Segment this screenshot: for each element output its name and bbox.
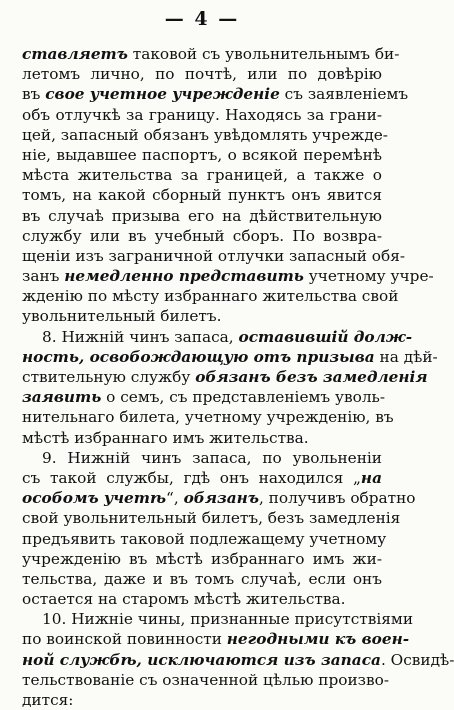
text-segment: объ отлучкѣ за границу. Находясь за грани- [22,105,382,124]
text-segment: съ заявленіемъ [279,85,409,104]
emphasized-text: ставляетъ [22,45,128,63]
text-segment: учетному учре- [303,267,434,286]
text-line [22,64,382,84]
body-text [22,44,454,710]
text-segment: учрежденію въ мѣстѣ избраннаго имъ жи- [22,549,382,568]
text-line [22,286,399,306]
text-segment: . Освидѣ- [380,650,454,669]
text-segment: цей, запасный обязанъ увѣдомлять учрежде- [22,125,388,144]
text-line [22,165,382,185]
page-number: — 4 — [164,8,240,30]
text-line [22,246,406,266]
text-line [22,347,438,367]
text-line [22,387,386,407]
text-line [22,609,414,629]
emphasized-text: на [360,468,382,487]
text-line [22,529,387,549]
emphasized-text: обязанъ [183,489,259,508]
emphasized-text: немедленно представить [64,267,304,286]
text-line [22,690,382,710]
text-segment: дится: [22,691,74,709]
text-line [22,84,409,104]
text-line [22,650,454,670]
text-segment: “, [166,489,184,508]
text-segment: съ такой службы, гдѣ онъ находился „ [22,468,361,487]
text-segment: 8. Нижній чинъ запаса, [42,327,239,346]
text-segment: увольнительный билетъ. [22,307,222,326]
text-segment: ствительную службу [22,368,196,386]
emphasized-text: заявить [22,388,102,407]
text-line [22,569,382,589]
text-segment: остается на старомъ мѣстѣ жительства. [22,590,346,609]
text-line [22,488,416,508]
emphasized-text: ность, освобождающую отъ призыва [22,347,375,366]
text-line [22,226,382,246]
text-line [22,206,382,226]
text-segment: свой увольнительный билетъ, безъ замедленія [22,509,401,528]
text-line [22,549,382,569]
text-line [22,589,382,609]
text-line [22,306,382,326]
emphasized-text: негодными къ воен- [226,630,410,649]
emphasized-text: обязанъ безъ замедленія [195,368,428,386]
text-line [22,508,401,528]
text-segment: тельствованіе съ означенной цѣлью произво- [22,670,390,689]
text-segment: жденію по мѣсту избраннаго жительства свой [22,287,399,306]
text-segment: по воинской повинности [22,630,227,649]
text-line [22,185,382,205]
text-segment: службу или въ учебный сборъ. По возвра- [22,226,382,245]
text-segment: летомъ лично, по почтѣ, или по довѣрію [22,65,382,84]
text-segment: ніе, выдавшее паспортъ, о всякой перемѣнѣ [22,145,382,164]
emphasized-text: особомъ учетѣ [22,489,167,508]
text-segment: въ [22,85,46,104]
text-segment: на дѣй- [374,347,438,366]
text-segment: щеніи изъ заграничной отлучки запасный обя- [22,246,406,265]
text-line [22,327,413,347]
text-segment: предъявить таковой подлежащему учетному [22,529,387,548]
text-line [22,145,382,165]
text-segment: тельства, даже и въ томъ случаѣ, если онъ [22,569,382,588]
emphasized-text: свое учетное учрежденіе [45,85,280,104]
text-line [22,266,434,286]
text-segment: томъ, на какой сборный пунктъ онъ явится [22,186,382,205]
text-line [22,44,400,64]
text-line [22,125,388,145]
text-segment: о семъ, съ представленіемъ уволь- [101,388,386,407]
text-segment: 10. Нижніе чины, признанные присутствіями [42,610,414,629]
text-line [22,428,382,448]
text-segment: нительнаго билета, учетному учрежденію, въ [22,408,394,427]
text-segment: мѣста жительства за границей, а также о [22,166,382,185]
text-segment: занъ [22,267,65,286]
text-segment: , получивъ обратно [258,489,416,508]
text-line [22,629,410,649]
text-line [22,448,382,468]
text-line [22,407,394,427]
text-line [22,367,428,387]
text-line [22,105,382,125]
text-segment: 9. Нижній чинъ запаса, по увольненіи [42,448,382,467]
emphasized-text: оставившій долж- [238,327,413,346]
text-segment: таковой съ увольнительнымъ би- [127,45,400,63]
emphasized-text: ной службѣ, исключаются изъ запаса [22,650,381,669]
text-segment: въ случаѣ призыва его на дѣйствительную [22,206,382,225]
text-line [22,670,390,690]
text-line [22,468,382,488]
text-segment: мѣстѣ избраннаго имъ жительства. [22,428,309,447]
